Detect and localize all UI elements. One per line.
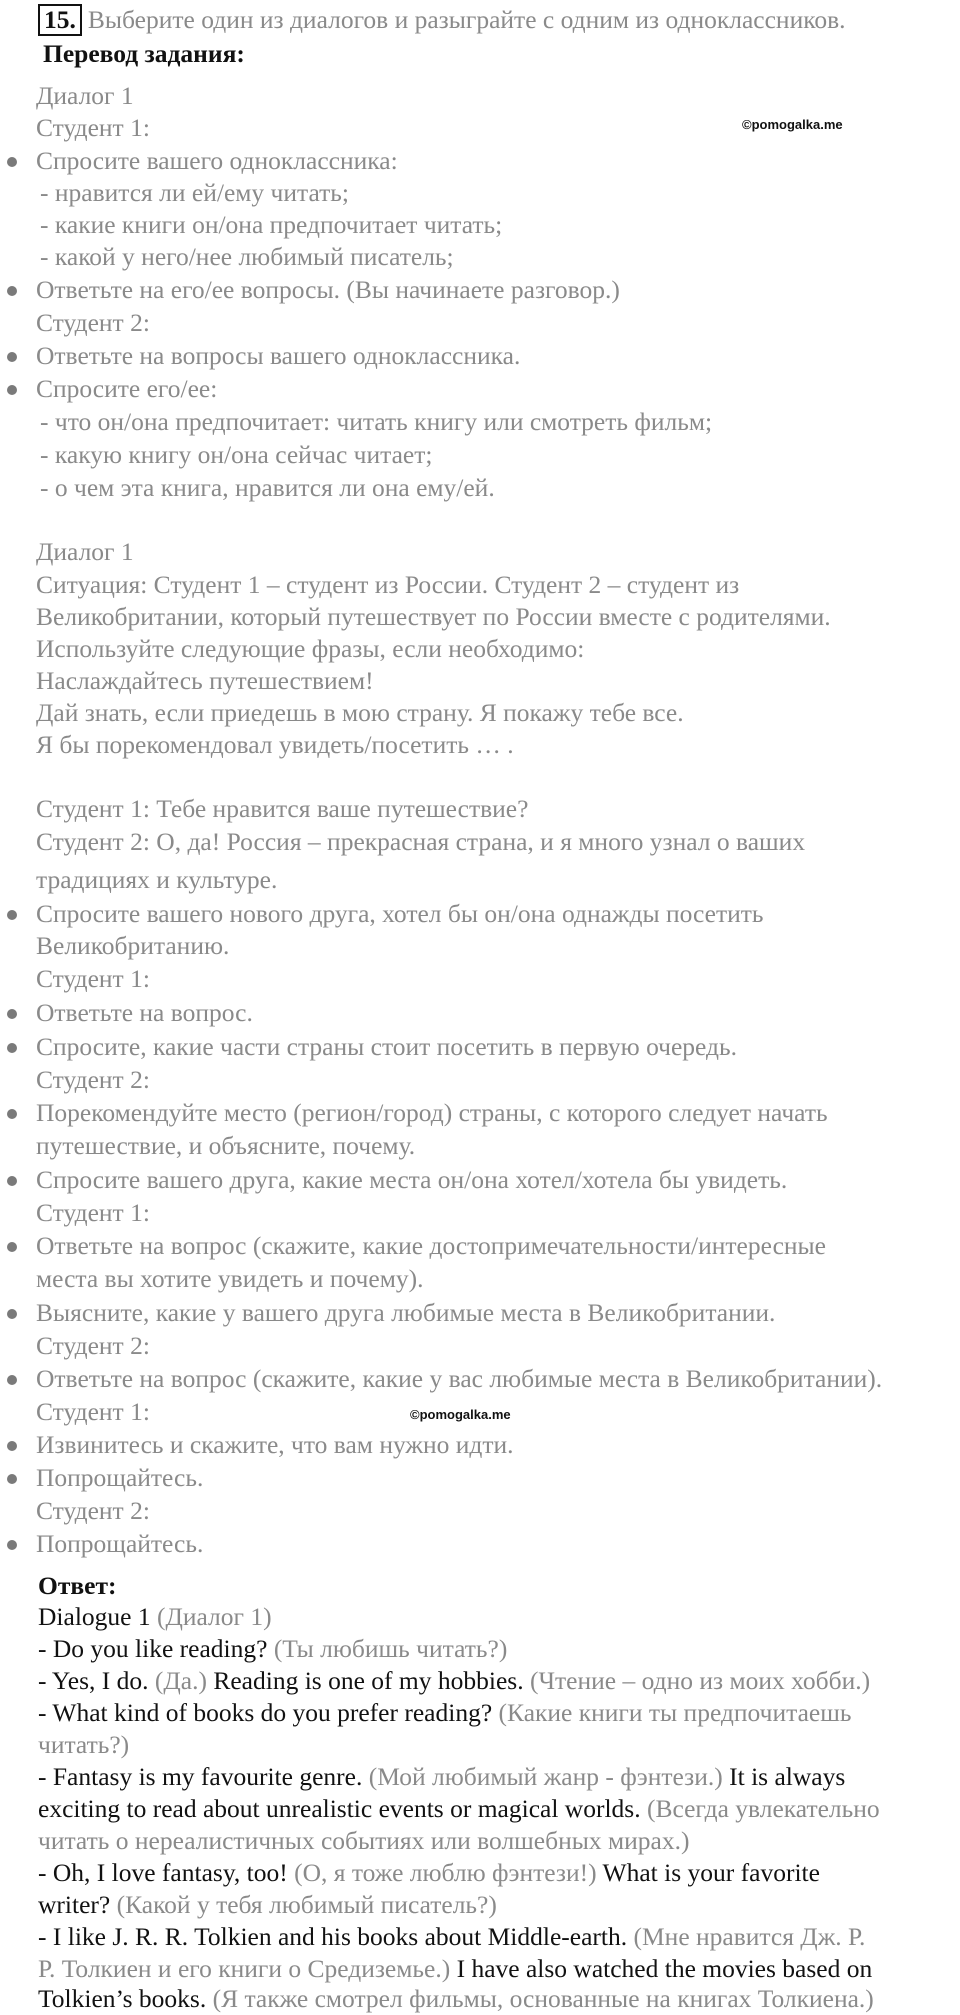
task-header	[38, 4, 845, 36]
dialog2-bullet-4: Порекомендуйте место (регион/город) страны, с которого следует начать	[36, 1098, 828, 1127]
answer-line-9	[38, 1983, 874, 2015]
dialog1-q5: - какую книгу он/она сейчас читает;	[40, 440, 433, 469]
dialog2-bullet-3: Спросите, какие части страны стоит посетить в первую очередь.	[36, 1032, 738, 1061]
dialog2-phrase-2: Дай знать, если приедешь в мою страну. Я покажу тебе все.	[36, 698, 684, 727]
answer-line-2	[38, 1665, 870, 1697]
task-number: 15.	[38, 4, 82, 36]
dialog1-answer-classmate: Ответьте на вопросы вашего одноклассника.	[36, 341, 521, 370]
answer-line-8-ru-cont: Р. Толкиен и его книги о Средиземье.)	[38, 1954, 451, 1983]
answer-line-8-en: - I like J. R. R. Tolkien and his books about Middle-earth.	[38, 1922, 628, 1951]
dialog2-bullet-9: Извинитесь и скажите, что вам нужно идти.	[36, 1430, 514, 1459]
dialog2-bullet-6-cont: места вы хотите увидеть и почему).	[36, 1264, 424, 1293]
answer-line-6-en: - Oh, I love fantasy, too!	[38, 1858, 288, 1887]
task-text: Выберите один из диалогов и разыграйте с одним из одноклассников.	[87, 5, 846, 34]
answer-line-8-cont	[38, 1953, 872, 1985]
dialog2-situation-1: Ситуация: Студент 1 – студент из России. Студент 2 – студент из	[36, 570, 740, 599]
dialog1-ask-classmate: Спросите вашего одноклассника:	[36, 146, 398, 175]
dialog2-student2-a: Студент 2:	[36, 1065, 150, 1094]
dialog1-student1: Студент 1:	[36, 113, 150, 142]
dialog2-bullet-10: Попрощайтесь.	[36, 1463, 204, 1492]
dialog2-bullet-5: Спросите вашего друга, какие места он/она хотел/хотела бы увидеть.	[36, 1165, 788, 1194]
answer-line-6-ru: (О, я тоже люблю фэнтези!)	[294, 1858, 597, 1887]
answer-line-2-en: - Yes, I do.	[38, 1666, 149, 1695]
dialog1-title: Диалог 1	[36, 81, 134, 110]
answer-line-5-cont: читать о нереалистичных событиях или волшебных мирах.)	[38, 1826, 690, 1855]
answer-line-2-ru2: (Чтение – одно из моих хобби.)	[529, 1666, 871, 1695]
answer-line-3	[38, 1697, 851, 1729]
answer-line-5-en: exciting to read about unrealistic events or magical worlds.	[38, 1794, 641, 1823]
dialog2-s2-line-1: Студент 2: О, да! Россия – прекрасная страна, и я много узнал о ваших	[36, 827, 806, 856]
dialog2-phrase-1: Наслаждайтесь путешествием!	[36, 666, 374, 695]
answer-line-8	[38, 1921, 865, 1953]
watermark: ©pomogalka.me	[742, 117, 843, 132]
answer-heading: Ответ:	[38, 1571, 117, 1600]
answer-title	[38, 1601, 272, 1633]
dialog2-student1-c: Студент 1:	[36, 1397, 150, 1426]
dialog2-bullet-7: Выясните, какие у вашего друга любимые места в Великобритании.	[36, 1298, 776, 1327]
answer-line-4-ru: (Мой любимый жанр - фэнтези.)	[368, 1762, 723, 1791]
dialog2-s2-line-2: традициях и культуре.	[36, 865, 278, 894]
answer-line-3-en: - What kind of books do you prefer reading?	[38, 1698, 493, 1727]
answer-line-9-ru: (Я также смотрел фильмы, основанные на книгах Толкиена.)	[212, 1984, 874, 2013]
dialog2-student1-a: Студент 1:	[36, 964, 150, 993]
dialog1-ask-him: Спросите его/ее:	[36, 374, 218, 403]
translation-heading: Перевод задания:	[43, 39, 245, 68]
dialog1-q4: - что он/она предпочитает: читать книгу или смотреть фильм;	[40, 407, 713, 436]
dialog2-bullet-11: Попрощайтесь.	[36, 1529, 204, 1558]
answer-line-1	[38, 1633, 507, 1665]
dialog2-student2-c: Студент 2:	[36, 1496, 150, 1525]
answer-line-3-cont: читать?)	[38, 1730, 130, 1759]
dialog2-bullet-1-cont: Великобританию.	[36, 931, 230, 960]
answer-title-en: Dialogue 1	[38, 1602, 151, 1631]
dialog2-bullet-6: Ответьте на вопрос (скажите, какие достопримечательности/интересные	[36, 1231, 826, 1260]
answer-line-6-en2: What is your favorite	[602, 1858, 820, 1887]
dialog1-q3: - какой у него/нее любимый писатель;	[40, 242, 454, 271]
dialog2-phrases-intro: Используйте следующие фразы, если необходимо:	[36, 634, 585, 663]
answer-line-3-ru: (Какие книги ты предпочитаешь	[498, 1698, 852, 1727]
answer-line-2-en2: Reading is one of my hobbies.	[213, 1666, 524, 1695]
dialog1-answer-his: Ответьте на его/ее вопросы. (Вы начинаете разговор.)	[36, 275, 620, 304]
dialog2-title: Диалог 1	[36, 537, 134, 566]
dialog2-student2-b: Студент 2:	[36, 1331, 150, 1360]
dialog2-s1-line: Студент 1: Тебе нравится ваше путешествие?	[36, 794, 529, 823]
answer-line-5	[38, 1793, 880, 1825]
answer-line-7-ru: (Какой у тебя любимый писатель?)	[116, 1890, 497, 1919]
watermark-2: ©pomogalka.me	[410, 1407, 511, 1422]
dialog2-bullet-4-cont: путешествие, и объясните, почему.	[36, 1131, 416, 1160]
answer-line-4	[38, 1761, 845, 1793]
answer-line-1-ru: (Ты любишь читать?)	[273, 1634, 508, 1663]
answer-line-4-en2: It is always	[729, 1762, 846, 1791]
dialog2-bullet-2: Ответьте на вопрос.	[36, 998, 253, 1027]
dialog1-student2: Студент 2:	[36, 308, 150, 337]
answer-line-9-en: Tolkien’s books.	[38, 1984, 207, 2013]
answer-line-7-en: writer?	[38, 1890, 111, 1919]
dialog2-bullet-1: Спросите вашего нового друга, хотел бы он/она однажды посетить	[36, 899, 764, 928]
dialog2-bullet-8: Ответьте на вопрос (скажите, какие у вас любимые места в Великобритании).	[36, 1364, 883, 1393]
answer-line-7	[38, 1889, 497, 1921]
dialog1-q2: - какие книги он/она предпочитает читать;	[40, 210, 503, 239]
answer-line-1-en: - Do you like reading?	[38, 1634, 268, 1663]
dialog2-situation-2: Великобритании, который путешествует по России вместе с родителями.	[36, 602, 831, 631]
answer-line-4-en: - Fantasy is my favourite genre.	[38, 1762, 363, 1791]
answer-line-5-ru: (Всегда увлекательно	[646, 1794, 880, 1823]
dialog1-q6: - о чем эта книга, нравится ли она ему/ей.	[40, 473, 495, 502]
dialog2-student1-b: Студент 1:	[36, 1198, 150, 1227]
dialog2-phrase-3: Я бы порекомендовал увидеть/посетить … .	[36, 730, 514, 759]
answer-line-6	[38, 1857, 820, 1889]
answer-line-8-ru: (Мне нравится Дж. Р.	[633, 1922, 866, 1951]
answer-line-2-ru: (Да.)	[154, 1666, 207, 1695]
answer-title-ru: (Диалог 1)	[156, 1602, 272, 1631]
dialog1-q1: - нравится ли ей/ему читать;	[40, 178, 349, 207]
answer-line-8-en2: I have also watched the movies based on	[456, 1954, 873, 1983]
